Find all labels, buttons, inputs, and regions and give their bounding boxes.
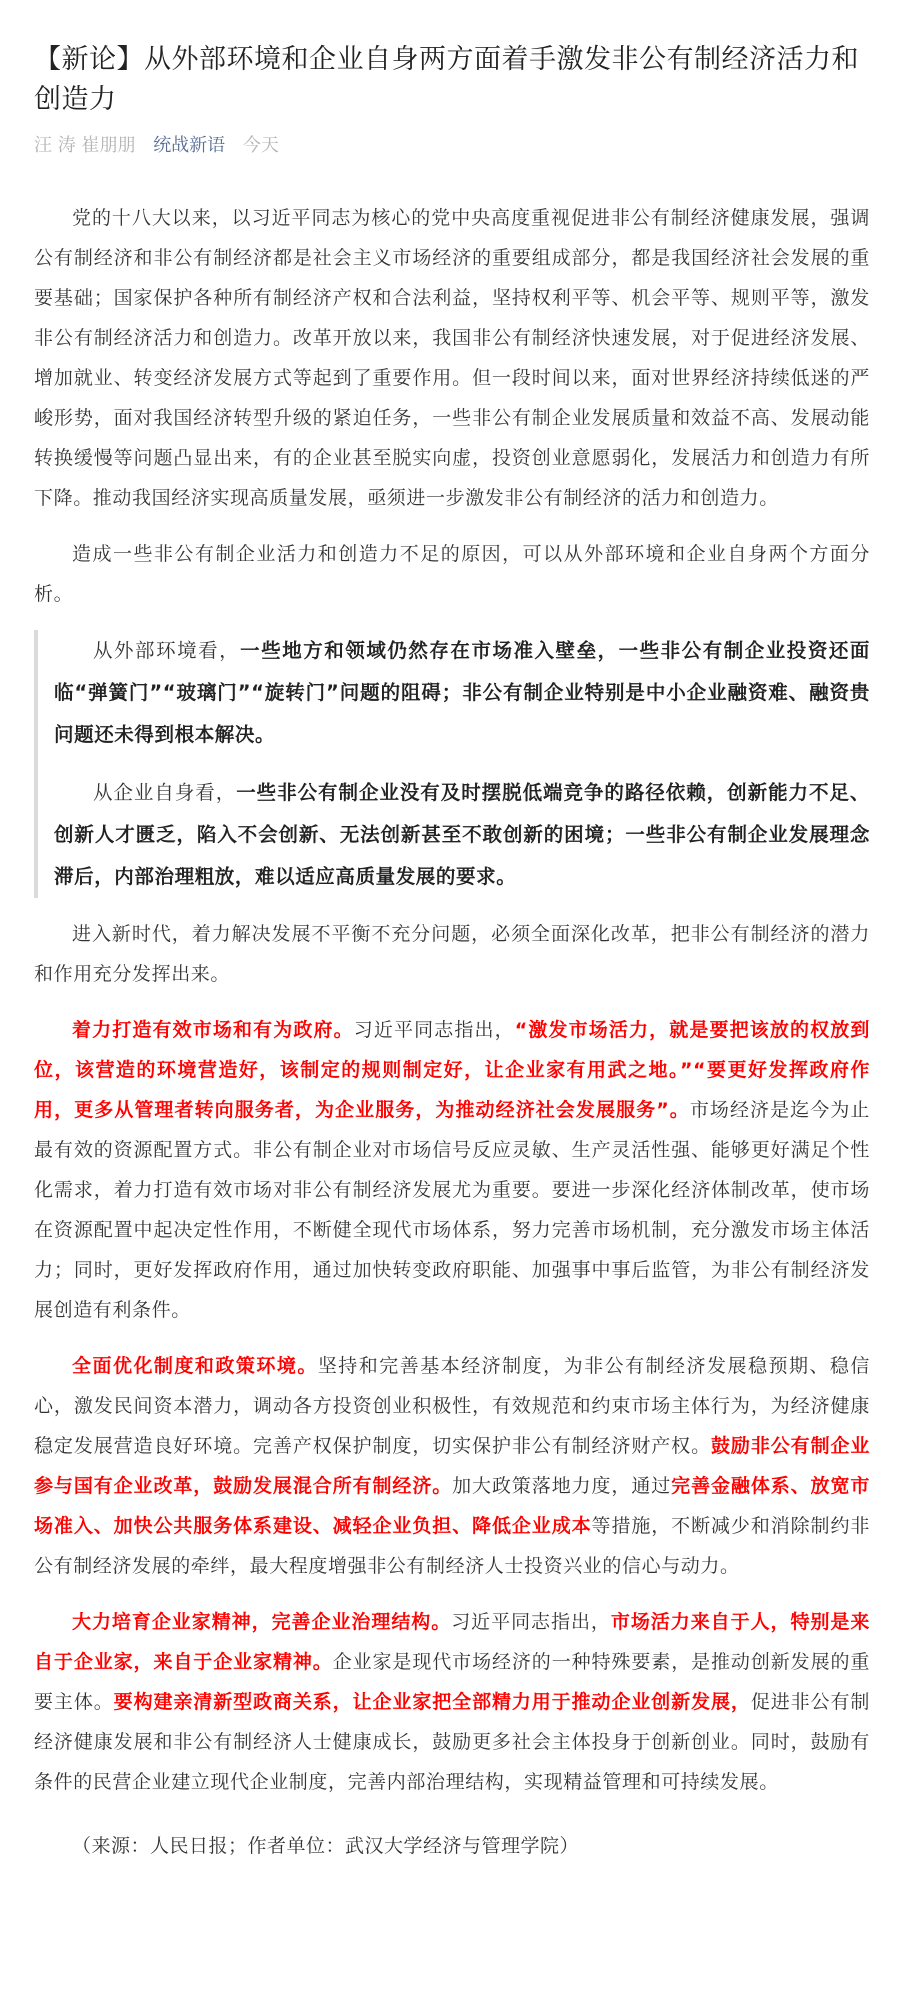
p6-highlight-2: 要构建亲清新型政商关系，让企业家把全部精力用于推动企业创新发展， bbox=[113, 1691, 751, 1713]
paragraph-3: 进入新时代，着力解决发展不平衡不充分问题，必须全面深化改革，把非公有制经济的潜力和作用充分发挥出来。 bbox=[34, 923, 870, 985]
p5-text-1: 坚持和完善基本经济制度，为非公有制经济发展稳预期、稳信心，激发民间资本潜力，调动各方投资创业积极性，有效规范和约束市场主体行为，为经济健康稳定发展营造良好环境。完善产权保护制度，切实保护非公有制经济财产权。 bbox=[34, 1355, 870, 1457]
p4-heading: 着力打造有效市场和有为政府。 bbox=[72, 1019, 354, 1041]
p6-highlight-1: 市场活力来自于人，特别是来自于企业家，来自于企业家精神。 bbox=[34, 1611, 870, 1673]
p5-heading: 全面优化制度和政策环境。 bbox=[72, 1355, 318, 1377]
article-title: 【新论】从外部环境和企业自身两方面着手激发非公有制经济活力和创造力 bbox=[34, 44, 859, 115]
p5-highlight-1: 鼓励非公有制企业参与国有企业改革，鼓励发展混合所有制经济。 bbox=[34, 1435, 870, 1497]
paragraph-1: 党的十八大以来，以习近平同志为核心的党中央高度重视促进非公有制经济健康发展，强调公有制经济和非公有制经济都是社会主义市场经济的重要组成部分，都是我国经济社会发展的重要基础；国家保护各种所有制经济产权和合法利益，坚持权利平等、机会平等、规则平等，激发非公有制经济活力和创造力。改革开放以来，我国非公有制经济快速发展，对于促进经济发展、增加就业、转变经济发展方式等起到了重要作用。但一段时间以来，面对世界经济持续低迷的严峻形势，面对我国经济转型升级的紧迫任务，一些非公有制企业发展质量和效益不高、发展动能转换缓慢等问题凸显出来，有的企业甚至脱实向虚，投资创业意愿弱化，发展活力和创造力有所下降。推动我国经济实现高质量发展，亟须进一步激发非公有制经济的活力和创造力。 bbox=[34, 207, 870, 509]
quote-paragraph-2 bbox=[54, 772, 870, 898]
p4-text-2: 市场经济是迄今为止最有效的资源配置方式。非公有制企业对市场信号反应灵敏、生产灵活性强、能够更好满足个性化需求，着力打造有效市场对非公有制经济发展尤为重要。要进一步深化经济体制改革，使市场在资源配置中起决定性作用，不断健全现代市场体系，努力完善市场机制，充分激发市场主体活力；同时，更好发挥政府作用，通过加快转变政府职能、加强事中事后监管，为非公有制经济发展创造有利条件。 bbox=[34, 1099, 870, 1321]
article-body bbox=[34, 198, 870, 1866]
blockquote bbox=[34, 630, 870, 898]
article-authors: 汪 涛 崔朋朋 bbox=[34, 135, 136, 156]
account-name-link[interactable]: 统战新语 bbox=[153, 135, 226, 156]
quote-paragraph-1 bbox=[54, 630, 870, 756]
article-meta bbox=[34, 132, 870, 160]
quote-1-bold: 一些地方和领域仍然存在市场准入壁垒，一些非公有制企业投资还面临“弹簧门”“玻璃门”“旋转门”问题的阻碍；非公有制企业特别是中小企业融资难、融资贵问题还未得到根本解决。 bbox=[54, 639, 870, 746]
p5-text-3: 等措施，不断减少和消除制约非公有制经济发展的牵绊，最大程度增强非公有制经济人士投资兴业的信心与动力。 bbox=[34, 1515, 870, 1577]
quote-1-lead: 从外部环境看， bbox=[93, 639, 241, 662]
p5-text-2: 加大政策落地力度，通过 bbox=[452, 1475, 672, 1497]
p6-text-1: 习近平同志指出， bbox=[451, 1611, 611, 1633]
p6-heading: 大力培育企业家精神，完善企业治理结构。 bbox=[72, 1611, 452, 1633]
quote-2-lead: 从企业自身看， bbox=[93, 781, 237, 804]
paragraph-2: 造成一些非公有制企业活力和创造力不足的原因，可以从外部环境和企业自身两个方面分析。 bbox=[34, 543, 870, 605]
p4-quote: “激发市场活力，就是要把该放的权放到位，该营造的环境营造好，该制定的规则制定好，让企业家有用武之地。”“要更好发挥政府作用，更多从管理者转向服务者，为企业服务，为推动经济社会发展服务”。 bbox=[34, 1019, 870, 1121]
p6-text-2: 企业家是现代市场经济的一种特殊要素，是推动创新发展的重要主体。 bbox=[34, 1651, 870, 1713]
quote-2-bold: 一些非公有制企业没有及时摆脱低端竞争的路径依赖，创新能力不足、创新人才匮乏，陷入不会创新、无法创新甚至不敢创新的困境；一些非公有制企业发展理念滞后，内部治理粗放，难以适应高质量发展的要求。 bbox=[54, 781, 870, 888]
paragraph-5 bbox=[34, 1346, 870, 1586]
p5-highlight-2: 完善金融体系、放宽市场准入、加快公共服务体系建设、减轻企业负担、降低企业成本 bbox=[34, 1475, 870, 1537]
paragraph-4 bbox=[34, 1010, 870, 1330]
article-source: （来源：人民日报；作者单位：武汉大学经济与管理学院） bbox=[72, 1835, 580, 1857]
publish-date: 今天 bbox=[242, 135, 279, 156]
p6-text-3: 促进非公有制经济健康发展和非公有制经济人士健康成长，鼓励更多社会主体投身于创新创业。同时，鼓励有条件的民营企业建立现代企业制度，完善内部治理结构，实现精益管理和可持续发展。 bbox=[34, 1691, 871, 1793]
p4-text-1: 习近平同志指出， bbox=[353, 1019, 515, 1041]
paragraph-6 bbox=[34, 1602, 870, 1802]
